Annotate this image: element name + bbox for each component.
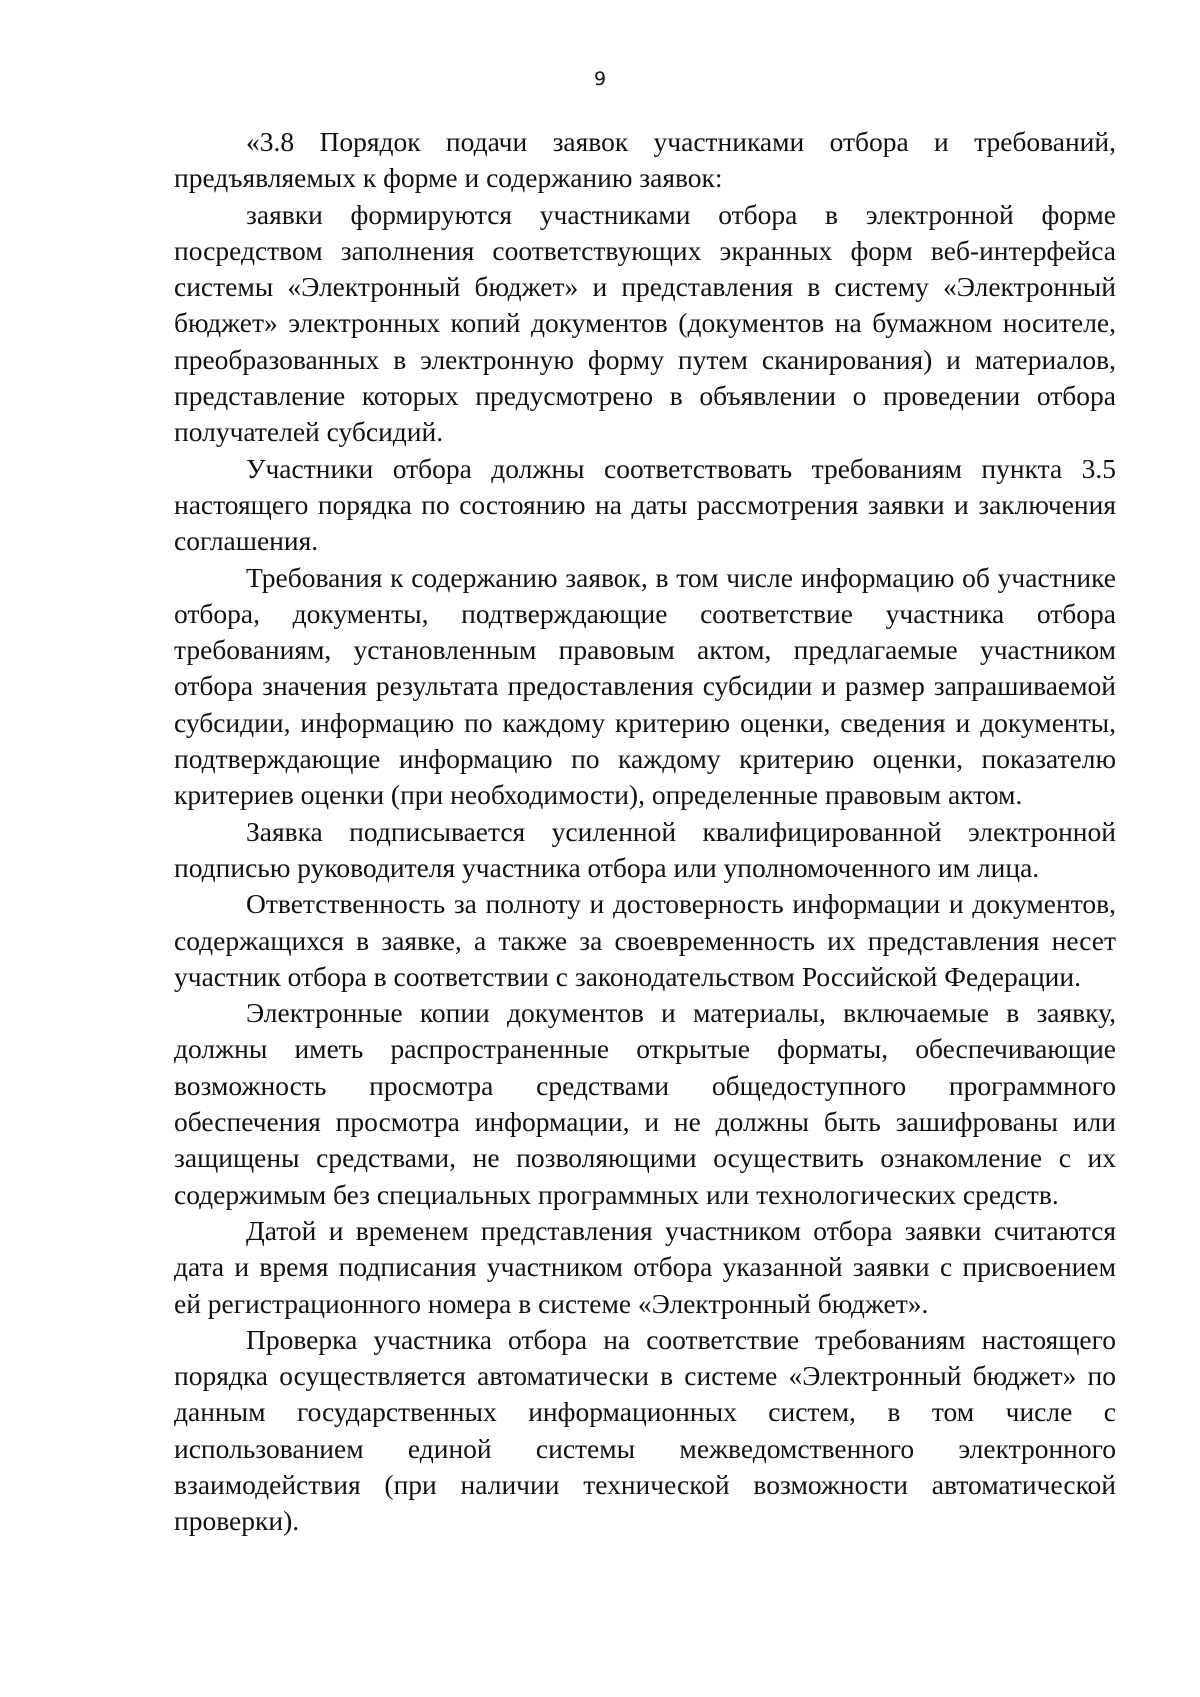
paragraph-participant-requirements: Участники отбора должны соответствовать требованиям пункта 3.5 настоящего порядка по состоянию на даты рассмотрения заявки и заключения соглашения. — [174, 452, 1116, 557]
paragraph-responsibility: Ответственность за полноту и достоверность информации и документов, содержащихся в заявке, а также за своевременность их представления несет участник отбора в соответствии с законодательством Российской Федерации. — [174, 888, 1116, 992]
paragraph-signature: Заявка подписывается усиленной квалифицированной электронной подписью руководителя участника отбора или уполномоченного им лица. — [174, 815, 1116, 883]
paragraph-verification: Проверка участника отбора на соответствие требованиям настоящего порядка осуществляется автоматически в системе «Электронный бюджет» по данным государственных информационных систем, в том числе с использованием единой системы межведомственного электронного взаимодействия (при наличии технической возможности автоматической проверки). — [174, 1323, 1116, 1537]
paragraph-section-3-8-heading: «3.8 Порядок подачи заявок участниками отбора и требований, предъявляемых к форме и содержанию заявок: — [174, 126, 1116, 194]
paragraph-electronic-copies: Электронные копии документов и материалы, включаемые в заявку, должны иметь распространенные открытые форматы, обеспечивающие возможность просмотра средствами общедоступного программного обеспечения просмотра информации, и не должны быть зашифрованы или защищены средствами, не позволяющими осуществить ознакомление с их содержимым без специальных программных или технологических средств. — [174, 997, 1116, 1210]
paragraph-application-formation: заявки формируются участниками отбора в электронной форме посредством заполнения соответствующих экранных форм веб-интерфейса системы «Электронный бюджет» и представления в систему «Электронный бюджет» электронных копий документов (документов на бумажном носителе, преобразованных в электронную форму путем сканирования) и материалов, представление которых предусмотрено в объявлении о проведении отбора получателей субсидий. — [174, 198, 1116, 448]
paragraph-submission-date: Датой и временем представления участником отбора заявки считаются дата и время подписания участником отбора указанной заявки с присвоением ей регистрационного номера в системе «Электронный бюджет». — [174, 1214, 1116, 1319]
document-body — [174, 124, 1116, 1540]
paragraph-content-requirements: Требования к содержанию заявок, в том числе информацию об участнике отбора, документы, подтверждающие соответствие участника отбора требованиям, установленным правовым актом, предлагаемые участником отбора значения результата предоставления субсидии и размер запрашиваемой субсидии, информацию по каждому критерию оценки, сведения и документы, подтверждающие информацию по каждому критерию оценки, показателю критериев оценки (при необходимости), определенные правовым актом. — [174, 561, 1116, 811]
page-number: 9 — [593, 68, 607, 90]
